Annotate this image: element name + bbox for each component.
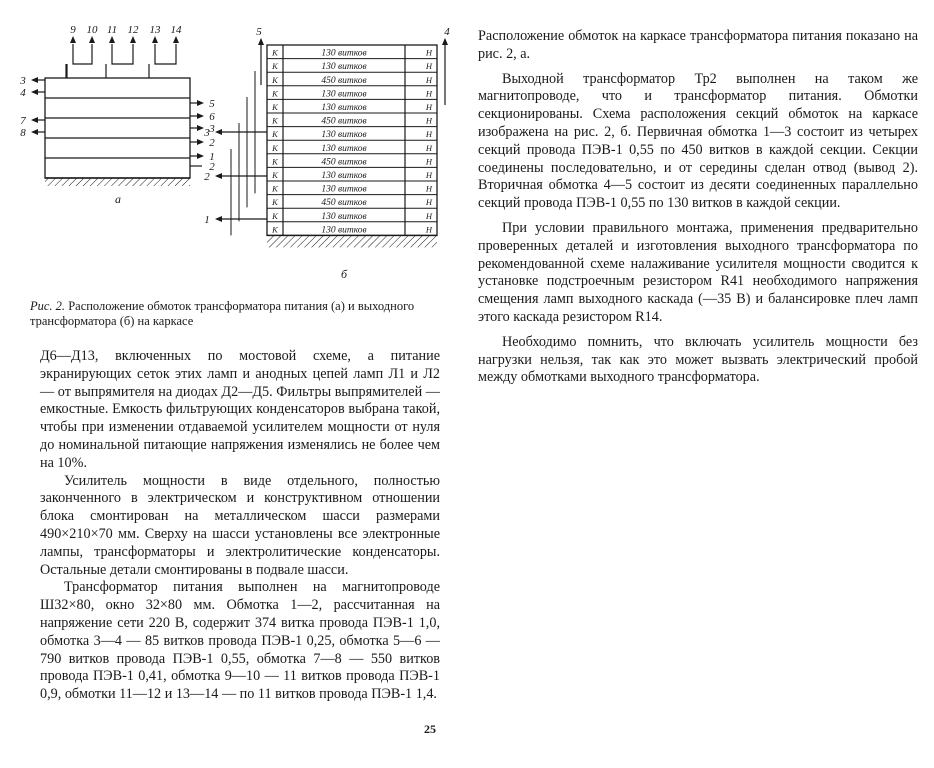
section-end-mark: Н bbox=[425, 102, 433, 112]
terminal-label: 3 bbox=[20, 75, 26, 87]
transformer-windings-figure bbox=[0, 0, 470, 300]
winding-frame bbox=[45, 78, 190, 178]
terminal-label: 5 bbox=[209, 98, 215, 110]
section-label: 450 витков bbox=[321, 198, 367, 209]
terminal-label: 14 bbox=[170, 24, 182, 36]
arrow-head bbox=[173, 36, 179, 43]
arrow-head bbox=[109, 36, 115, 43]
arrow-head bbox=[130, 36, 136, 43]
left-paragraph: Д6—Д13, включенных по мостовой схеме, а питание экранирующих сеток этих ламп и анодных цепей ламп Л1 и Л2 — от выпрямителя на диодах Д2—Д5. Фильтры выпрямителей — емкостные. Емкость фильтрующих конденсаторов выбрана такой, чтобы при изменении отдаваемой усилителем мощности от нуля до номинальной питающие напряжения изменялись не более чем на 10%. bbox=[40, 348, 440, 471]
terminal-label: 6 bbox=[209, 111, 215, 123]
arrow-head bbox=[215, 129, 222, 135]
section-end-mark: Н bbox=[425, 74, 433, 85]
section-end-mark: Н bbox=[425, 224, 433, 235]
terminal-label: 13 bbox=[149, 24, 161, 36]
section-end-mark: Н bbox=[425, 183, 433, 194]
terminal-label: 3 bbox=[209, 123, 215, 135]
section-start-mark: К bbox=[272, 115, 278, 126]
arrow-head bbox=[197, 153, 204, 159]
section-start-mark: К bbox=[272, 156, 278, 167]
section-end-mark: Н bbox=[425, 61, 433, 72]
core-hatch bbox=[45, 178, 190, 186]
left-paragraph: Трансформатор питания выполнен на магнитопроводе Ш32×80, окно 32×80 мм. Обмотка 1—2, рассчитанная на напряжение сети 220 В, содержит 374 витка провода ПЭВ-1 1,0, обмотка 3—4 — 85 витков провода ПЭВ-1 0,25, обмотка 5—6 — 790 витков провода ПЭВ-1 0,55, обмотка 7—8 — 550 витков провода ПЭВ-1 0,41, обмотка 9—10 — 11 витков провода ПЭВ-1 0,9, обмотки 11—12 и 13—14 — по 11 витков провода ПЭВ-1 1,4. bbox=[40, 579, 440, 703]
section-label: 130 витков bbox=[321, 130, 367, 141]
arrow-head bbox=[70, 36, 76, 43]
section-label: 130 витков bbox=[321, 171, 367, 181]
section-label: 130 витков bbox=[321, 89, 367, 100]
section-end-mark: Н bbox=[425, 170, 433, 180]
arrow-head bbox=[89, 36, 95, 43]
section-end-mark: Н bbox=[425, 115, 433, 126]
section-start-mark: К bbox=[272, 142, 278, 153]
tap-bracket bbox=[112, 44, 133, 64]
section-label: 130 витков bbox=[321, 48, 367, 59]
section-label: 450 витков bbox=[321, 157, 367, 168]
section-start-mark: К bbox=[272, 61, 278, 72]
section-start-mark: К bbox=[272, 102, 278, 112]
terminal-label: 8 bbox=[20, 127, 26, 139]
tap-bracket bbox=[73, 44, 92, 64]
section-label: 130 витков bbox=[321, 143, 367, 154]
arrow-head bbox=[31, 117, 38, 123]
arrow-head bbox=[215, 216, 222, 222]
section-start-mark: К bbox=[272, 170, 278, 180]
terminal-label: 2 bbox=[209, 137, 215, 149]
arrow-head bbox=[152, 36, 158, 43]
left-paragraph: Усилитель мощности в виде отдельного, полностью законченного в электрическом и конструктивном отношении блока смонтирован на металлическом шасси размерами 490×210×70 мм. Сверху на шасси установлены все электронные лампы, трансформаторы и электролитические конденсаторы. Остальные детали смонтированы в подвале шасси. bbox=[40, 472, 440, 578]
terminal-label: 4 bbox=[444, 26, 450, 38]
section-label: 450 витков bbox=[321, 75, 367, 86]
right-paragraph: Расположение обмоток на каркасе трансформатора питания показано на рис. 2, а. bbox=[478, 28, 918, 62]
right-paragraph: Необходимо помнить, что включать усилитель мощности без нагрузки нельзя, так как это может вызвать электрический пробой между обмотками выходного трансформатора. bbox=[478, 333, 918, 386]
section-label: 130 витков bbox=[321, 62, 367, 73]
arrow-head bbox=[258, 38, 264, 45]
terminal-label: 1 bbox=[204, 214, 210, 226]
section-end-mark: Н bbox=[425, 142, 433, 153]
section-start-mark: К bbox=[272, 224, 278, 235]
section-end-mark: Н bbox=[425, 197, 433, 208]
figure-b-output-transformer bbox=[203, 26, 450, 281]
section-start-mark: К bbox=[272, 183, 278, 194]
core-hatch bbox=[267, 235, 437, 247]
caption-text: Расположение обмоток трансформатора питания (а) и выходного трансформатора (б) на каркасе bbox=[30, 299, 415, 328]
arrow-head bbox=[197, 100, 204, 106]
terminal-label: 5 bbox=[256, 26, 262, 38]
section-start-mark: К bbox=[272, 88, 278, 99]
tap-bracket bbox=[155, 44, 176, 64]
terminal-label: 2 bbox=[204, 171, 210, 183]
section-start-mark: К bbox=[272, 197, 278, 208]
terminal-label: 7 bbox=[20, 115, 26, 127]
arrow-head bbox=[197, 125, 204, 131]
section-end-mark: Н bbox=[425, 129, 433, 140]
terminal-label: 10 bbox=[86, 24, 98, 36]
caption-label: Рис. 2. bbox=[30, 299, 66, 313]
section-label: 130 витков bbox=[321, 103, 367, 113]
figure-caption bbox=[30, 299, 450, 329]
section-start-mark: К bbox=[272, 129, 278, 140]
arrow-head bbox=[197, 113, 204, 119]
terminal-label: 2 bbox=[209, 161, 215, 173]
terminal-label: 9 bbox=[70, 24, 76, 36]
arrow-head bbox=[31, 89, 38, 95]
page-number: 25 bbox=[424, 722, 436, 736]
right-paragraph: При условии правильного монтажа, применения предварительно проверенных деталей и изготовления выходного трансформатора по рекомендованной схеме налаживание усилителя мощности сводится к установке подстроечным резистором R41 необходимого напряжения смещения ламп выходного каскада (—35 В) и балансировке плеч ламп этого каскада резистором R14. bbox=[478, 219, 918, 325]
section-start-mark: К bbox=[272, 74, 278, 85]
section-start-mark: К bbox=[272, 47, 278, 58]
figure-b-label: б bbox=[340, 267, 348, 281]
arrow-head bbox=[442, 38, 448, 45]
arrow-head bbox=[197, 139, 204, 145]
section-end-mark: Н bbox=[425, 210, 433, 221]
section-end-mark: Н bbox=[425, 47, 433, 58]
arrow-head bbox=[215, 173, 222, 179]
section-end-mark: Н bbox=[425, 156, 433, 167]
section-label: 450 витков bbox=[321, 116, 367, 127]
section-end-mark: Н bbox=[425, 88, 433, 99]
section-label: 130 витков bbox=[321, 211, 367, 222]
section-label: 130 витков bbox=[321, 225, 367, 236]
left-text bbox=[40, 348, 440, 704]
terminal-label: 12 bbox=[127, 24, 139, 36]
right-paragraph: Выходной трансформатор Тр2 выполнен на таком же магнитопроводе, что и трансформатор питания. Обмотки секционированы. Схема расположения секций обмоток на каркасе изображена на рис. 2, б. Первичная обмотка 1—3 состоит из четырех секций провода ПЭВ-1 0,55 по 450 витков в каждой секции. Секции соединены последовательно, и от середины сделан отвод (вывод 2). Вторичная обмотка 4—5 состоит из десяти соединенных параллельно секций провода ПЭВ-1 0,55 по 130 витков в каждой секции. bbox=[478, 70, 918, 212]
terminal-label: 3 bbox=[204, 127, 210, 139]
terminal-label: 4 bbox=[20, 87, 26, 99]
figure-a-label: а bbox=[115, 192, 121, 206]
terminal-label: 1 bbox=[209, 151, 215, 163]
section-label: 130 витков bbox=[321, 184, 367, 195]
figure-a-power-transformer bbox=[19, 24, 215, 206]
terminal-label: 11 bbox=[106, 24, 118, 36]
section-start-mark: К bbox=[272, 210, 278, 221]
right-column bbox=[478, 28, 918, 394]
arrow-head bbox=[31, 77, 38, 83]
arrow-head bbox=[31, 129, 38, 135]
